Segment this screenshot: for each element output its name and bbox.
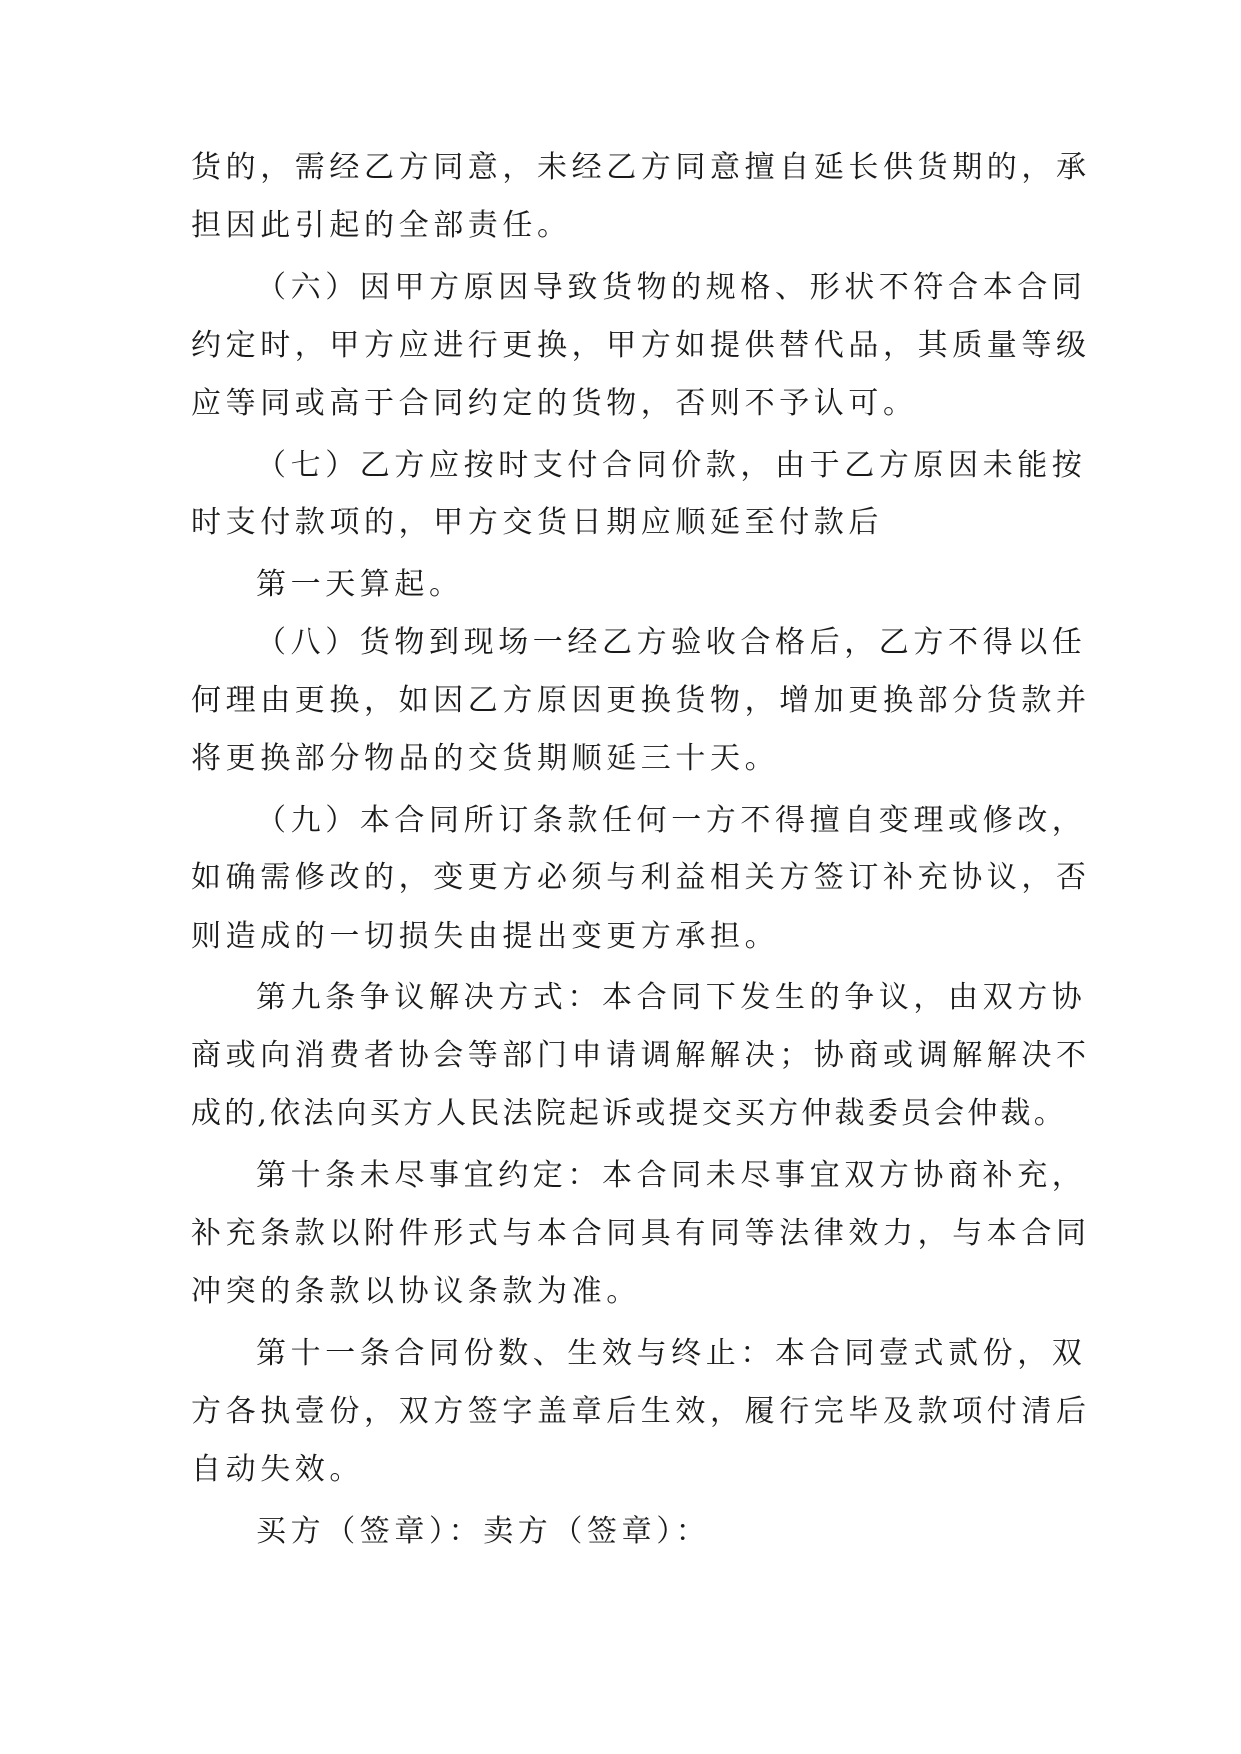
text-line: 成的,依法向买方人民法院起诉或提交买方仲裁委员会仲裁。 <box>191 1096 1067 1131</box>
text-line: （九）本合同所订条款任何一方不得擅自变理或修改， <box>256 803 1087 838</box>
text-line: 商或向消费者协会等部门申请调解解决；协商或调解解决不 <box>191 1038 1091 1073</box>
text-line: 应等同或高于合同约定的货物，否则不予认可。 <box>191 386 918 421</box>
text-line: 货的，需经乙方同意，未经乙方同意擅自延长供货期的，承 <box>191 150 1091 185</box>
text-line: 第九条争议解决方式：本合同下发生的争议，由双方协 <box>256 980 1087 1015</box>
text-line: 则造成的一切损失由提出变更方承担。 <box>191 919 780 954</box>
text-line: 补充条款以附件形式与本合同具有同等法律效力，与本合同 <box>191 1216 1091 1251</box>
text-line: 担因此引起的全部责任。 <box>191 208 572 243</box>
text-line: 时支付款项的，甲方交货日期应顺延至付款后 <box>191 505 883 540</box>
text-line: 将更换部分物品的交货期顺延三十天。 <box>191 741 780 776</box>
text-line: （八）货物到现场一经乙方验收合格后，乙方不得以任 <box>256 625 1087 660</box>
text-line: （六）因甲方原因导致货物的规格、形状不符合本合同 <box>256 270 1087 305</box>
text-line: 自动失效。 <box>191 1452 364 1487</box>
text-line: 冲突的条款以协议条款为准。 <box>191 1274 641 1309</box>
text-line: （七）乙方应按时支付合同价款，由于乙方原因未能按 <box>256 448 1087 483</box>
text-line: 第十一条合同份数、生效与终止：本合同壹式贰份，双 <box>256 1336 1087 1371</box>
text-line: 第一天算起。 <box>256 567 464 602</box>
text-line: 第十条未尽事宜约定：本合同未尽事宜双方协商补充， <box>256 1158 1087 1193</box>
signature-line: 买方（签章）：卖方（签章）： <box>256 1514 711 1549</box>
text-line: 何理由更换，如因乙方原因更换货物，增加更换部分货款并 <box>191 683 1091 718</box>
text-line: 方各执壹份，双方签字盖章后生效，履行完毕及款项付清后 <box>191 1394 1091 1429</box>
text-line: 约定时，甲方应进行更换，甲方如提供替代品，其质量等级 <box>191 328 1091 363</box>
text-line: 如确需修改的，变更方必须与利益相关方签订补充协议，否 <box>191 860 1091 895</box>
